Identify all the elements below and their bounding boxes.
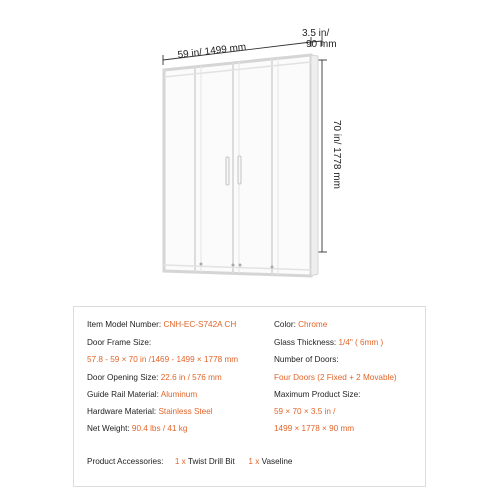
- spec-color: Color: Chrome: [274, 320, 328, 329]
- spec-maximum-product-size-label: Maximum Product Size:: [274, 390, 361, 399]
- spec-door-frame-size-value: 57.8 - 59 × 70 in /1469 - 1499 × 1778 mm: [87, 355, 239, 364]
- spec-item-model-number: Item Model Number: CNH-EC-S742A CH: [87, 320, 237, 329]
- spec-number-of-doors-value: Four Doors (2 Fixed + 2 Movable): [274, 373, 397, 382]
- width-label: 59 in/ 1499 mm: [177, 41, 247, 61]
- spec-door-opening-size: Door Opening Size: 22.6 in / 576 mm: [87, 373, 222, 382]
- specification-panel: [73, 306, 426, 487]
- spec-maximum-product-size-value2: 1499 × 1778 × 90 mm: [274, 424, 355, 433]
- spec-guide-rail-material: Guide Rail Material: Aluminum: [87, 390, 198, 399]
- spec-glass-thickness: Glass Thickness: 1/4" ( 6mm ): [274, 338, 384, 347]
- depth-label-line2: 90 mm: [306, 39, 337, 50]
- shower-door: [164, 55, 318, 276]
- spec-hardware-material: Hardware Material: Stainless Steel: [87, 407, 213, 416]
- spec-product-accessories: Product Accessories: 1 x Twist Drill Bit 1 x Vaseline: [87, 457, 293, 466]
- spec-door-frame-size-label: Door Frame Size:: [87, 338, 152, 347]
- spec-net-weight: Net Weight: 90.4 lbs / 41 kg: [87, 424, 188, 433]
- spec-maximum-product-size-value1: 59 × 70 × 3.5 in /: [274, 407, 336, 416]
- height-label: 70 in/ 1778 mm: [331, 120, 342, 189]
- depth-label-line1: 3.5 in/: [302, 28, 330, 39]
- spec-number-of-doors-label: Number of Doors:: [274, 355, 339, 364]
